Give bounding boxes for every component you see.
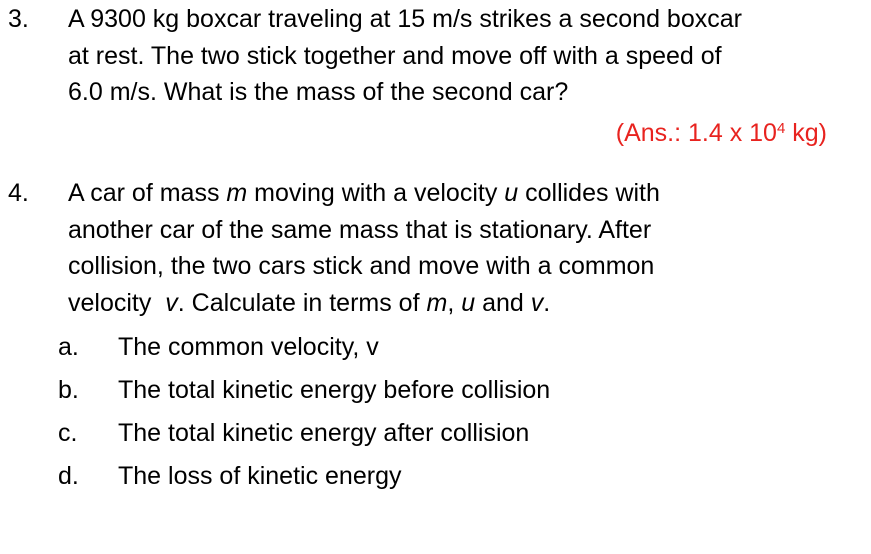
question-4-line-2: another car of the same mass that is stationary. After bbox=[68, 215, 652, 244]
answer-prefix: (Ans.: 1.4 x 10 bbox=[615, 119, 777, 147]
question-3-text bbox=[68, 1, 858, 111]
variable-u: u bbox=[504, 179, 519, 207]
sub-question-text: The total kinetic energy before collision bbox=[118, 376, 551, 404]
variable-m: m bbox=[226, 179, 248, 207]
question-3-number: 3. bbox=[8, 5, 29, 33]
text-fragment: A car of mass bbox=[68, 179, 227, 207]
text-fragment: . Calculate in terms of bbox=[177, 288, 427, 317]
sub-question-text: The total kinetic energy after collision bbox=[118, 419, 530, 447]
text-fragment: velocity bbox=[68, 288, 166, 317]
sub-question-label: b. bbox=[58, 376, 79, 404]
text-fragment: , bbox=[447, 288, 462, 317]
question-4-line-1 bbox=[68, 175, 858, 212]
sub-question-text: The common velocity, v bbox=[118, 333, 379, 361]
variable-u: u bbox=[461, 288, 476, 317]
text-fragment: moving with a velocity bbox=[247, 179, 505, 207]
sub-question-label: a. bbox=[58, 333, 79, 361]
variable-v: v bbox=[530, 288, 544, 317]
question-4-number: 4. bbox=[8, 179, 29, 207]
question-3-answer bbox=[616, 115, 827, 151]
question-4-line-3: collision, the two cars stick and move with a common bbox=[68, 252, 655, 280]
question-4-text bbox=[68, 175, 858, 321]
question-3-line-3: 6.0 m/s. What is the mass of the second car? bbox=[68, 78, 569, 106]
sub-question-label: c. bbox=[58, 419, 78, 447]
text-fragment: collides with bbox=[518, 179, 660, 207]
text-fragment: . bbox=[543, 288, 551, 317]
question-4-line-4 bbox=[68, 285, 858, 322]
variable-v: v bbox=[165, 288, 178, 317]
text-fragment: and bbox=[475, 288, 531, 317]
variable-m: m bbox=[426, 288, 448, 317]
sub-question-text: The loss of kinetic energy bbox=[118, 462, 402, 490]
answer-exponent: 4 bbox=[776, 120, 786, 137]
answer-suffix: kg) bbox=[785, 119, 827, 147]
sub-question-label: d. bbox=[58, 462, 79, 490]
question-3-line-1: A 9300 kg boxcar traveling at 15 m/s strikes a second boxcar bbox=[68, 5, 742, 33]
question-3-line-2: at rest. The two stick together and move off with a speed of bbox=[68, 41, 722, 70]
